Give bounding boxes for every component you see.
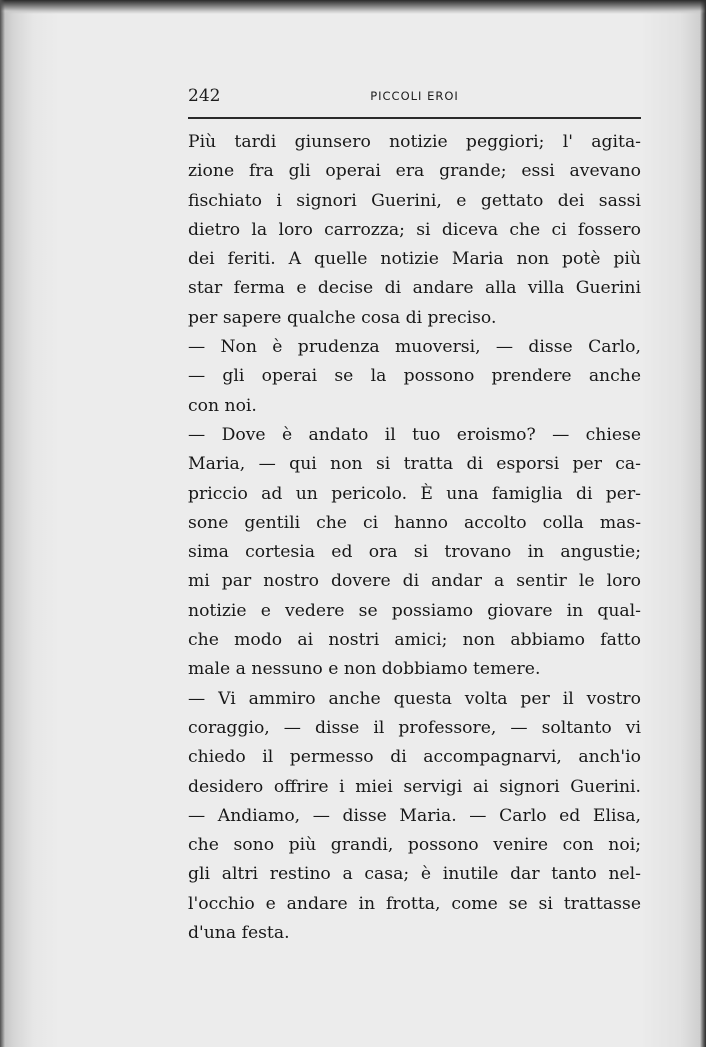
text-line: che modo ai nostri amici; non abbiamo fatto <box>188 630 641 651</box>
page-number: 242 <box>188 86 221 106</box>
page-header <box>188 86 641 110</box>
text-line: dei feriti. A quelle notizie Maria non potè più <box>188 249 641 270</box>
scan-left-edge <box>0 0 5 1047</box>
body-text <box>188 128 641 948</box>
text-line: — Vi ammiro anche questa volta per il vostro <box>188 688 641 709</box>
running-title: PICCOLI EROI <box>370 89 459 103</box>
text-line: per sapere qualche cosa di preciso. <box>188 307 497 328</box>
text-line: l'occhio e andare in frotta, come se si trattasse <box>188 893 641 914</box>
text-line: — Andiamo, — disse Maria. — Carlo ed Elisa, <box>188 805 641 826</box>
text-line: sone gentili che ci hanno accolto colla mas- <box>188 512 641 533</box>
text-line: — Non è prudenza muoversi, — disse Carlo, <box>188 337 641 358</box>
text-line: con noi. <box>188 395 257 416</box>
scan-right-edge <box>700 0 706 1047</box>
header-rule <box>188 117 641 119</box>
text-line: chiedo il permesso di accompagnarvi, anch'io <box>188 747 641 768</box>
text-line: Più tardi giunsero notizie peggiori; l' agita- <box>188 132 641 152</box>
text-line: mi par nostro dovere di andar a sentir le loro <box>188 571 641 592</box>
text-line: fischiato i signori Guerini, e gettato dei sassi <box>188 190 641 211</box>
text-line: sima cortesia ed ora si trovano in angustie; <box>188 542 641 563</box>
text-line: — gli operai se la possono prendere anche <box>188 366 641 387</box>
text-line: coraggio, — disse il professore, — soltanto vi <box>188 717 641 738</box>
scan-top-shadow <box>0 0 706 14</box>
text-line: priccio ad un pericolo. È una famiglia di per- <box>188 483 641 504</box>
text-line: male a nessuno e non dobbiamo temere. <box>188 659 541 680</box>
text-line: notizie e vedere se possiamo giovare in qual- <box>188 600 641 621</box>
text-line: d'una festa. <box>188 923 290 944</box>
text-line: dietro la loro carrozza; si diceva che ci fossero <box>188 219 641 240</box>
text-line: star ferma e decise di andare alla villa Guerini <box>188 278 641 299</box>
text-line: zione fra gli operai era grande; essi avevano <box>188 161 641 182</box>
text-line: — Dove è andato il tuo eroismo? — chiese <box>188 424 641 445</box>
text-line: gli altri restino a casa; è inutile dar tanto nel- <box>188 864 641 885</box>
text-line: che sono più grandi, possono venire con noi; <box>188 835 641 856</box>
text-line: desidero offrire i miei servigi ai signori Guerini. <box>188 776 641 797</box>
text-line: Maria, — qui non si tratta di esporsi per ca- <box>188 454 641 475</box>
